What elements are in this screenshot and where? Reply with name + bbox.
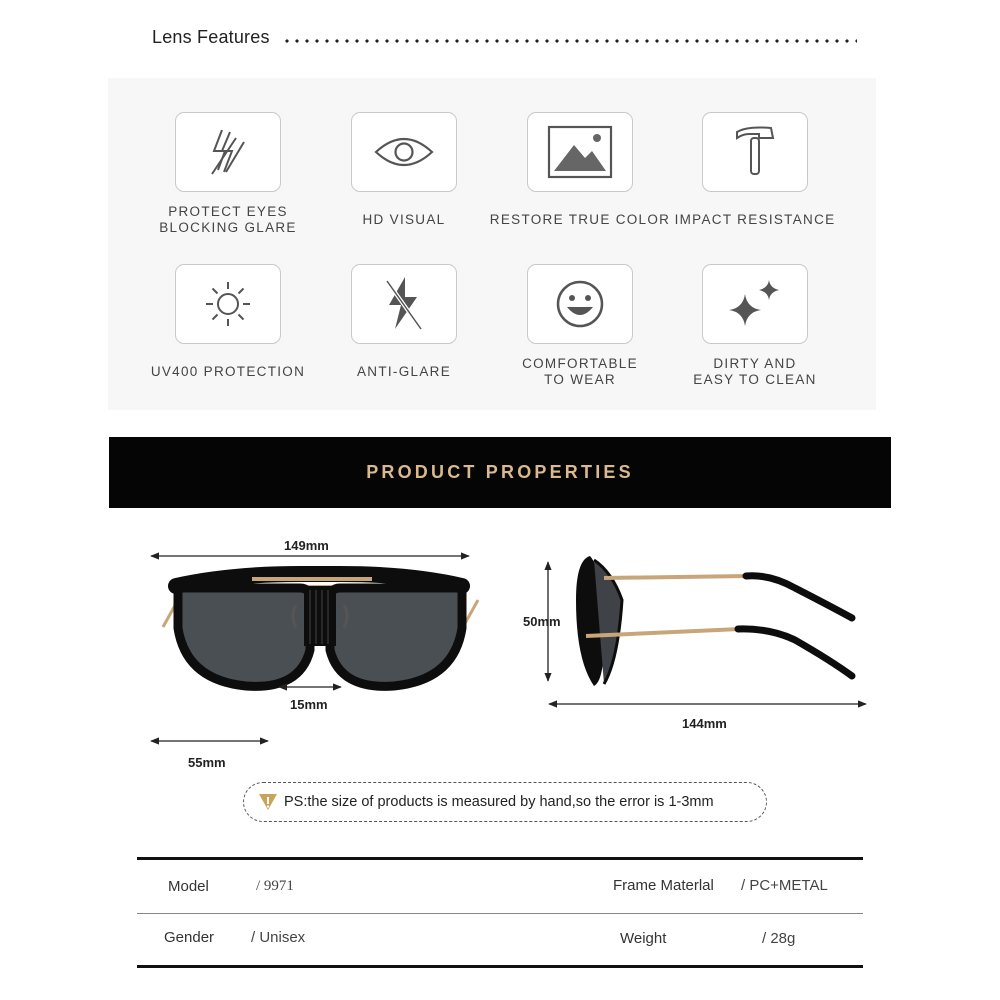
feature-label: ANTI-GLARE [356, 364, 451, 379]
table-top-rule [137, 857, 863, 860]
feature-label: HD VISUAL [362, 212, 446, 227]
temple-length-label: 144mm [682, 716, 727, 731]
warning-icon [258, 793, 278, 811]
spec-label-weight: Weight [620, 930, 667, 947]
spec-value-model: / 9971 [256, 878, 294, 894]
feature-label: UV400 PROTECTION [150, 364, 306, 379]
note-text: PS:the size of products is measured by hand,so the error is 1-3mm [284, 794, 714, 810]
measurement-note [243, 782, 767, 822]
spec-value-frame-material: / PC+METAL [741, 877, 828, 894]
table-row-divider [137, 913, 863, 914]
banner-title: PRODUCT PROPERTIES [366, 462, 634, 482]
bridge-label: 15mm [290, 697, 328, 712]
lens-height-label: 50mm [523, 614, 561, 629]
lens-width-label: 55mm [188, 755, 226, 770]
front-view-glasses [163, 574, 478, 686]
table-bottom-rule [137, 965, 863, 968]
frame-width-label: 149mm [284, 538, 329, 553]
spec-label-model: Model [168, 878, 209, 895]
feature-label: DIRTY AND EASY TO CLEAN [693, 356, 817, 387]
side-view-glasses [576, 556, 852, 686]
feature-label: PROTECT EYES BLOCKING GLARE [159, 204, 297, 235]
spec-table [137, 857, 863, 968]
feature-label: COMFORTABLE TO WEAR [522, 356, 638, 387]
feature-label: IMPACT RESISTANCE [674, 212, 836, 227]
spec-label-gender: Gender [164, 929, 215, 946]
spec-label-frame-material: Frame Materlal [613, 877, 714, 894]
feature-label: RESTORE TRUE COLOR [489, 212, 671, 227]
spec-value-weight: / 28g [762, 930, 796, 947]
spec-value-gender: / Unisex [251, 929, 306, 946]
lens-features-title: Lens Features [152, 27, 270, 47]
